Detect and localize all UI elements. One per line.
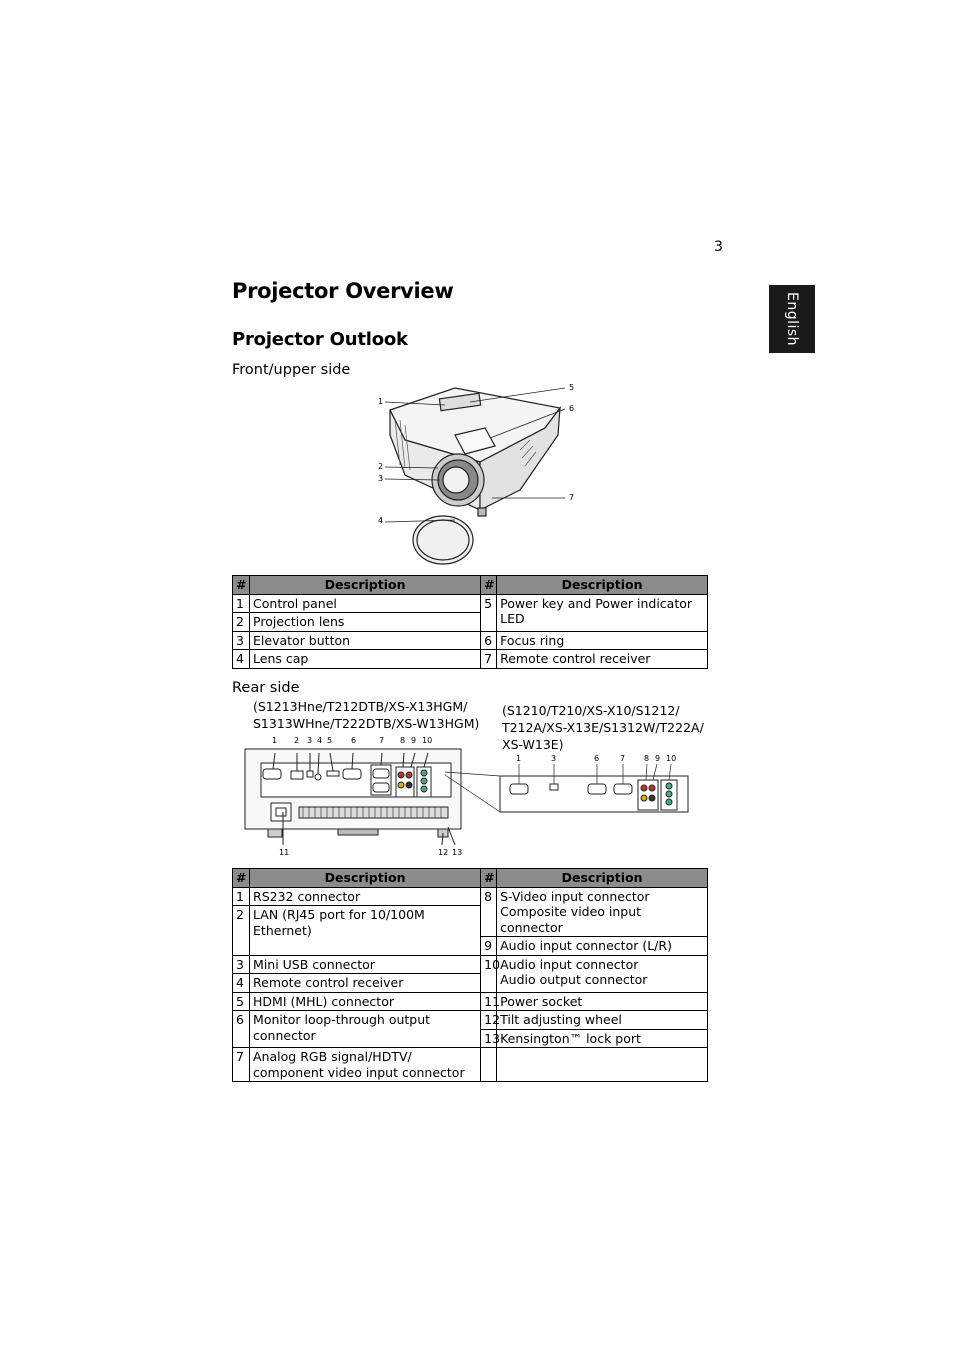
table-row (233, 992, 708, 1011)
variant-callout-1: 1 (516, 754, 522, 763)
item-desc-line: Composite video input connector (500, 904, 642, 935)
item-desc: Projection lens (250, 613, 481, 632)
variant-callout-8: 8 (644, 754, 650, 763)
item-num: 12 (481, 1011, 497, 1030)
model-line: S1313WHne/T222DTB/XS-W13HGM) (253, 716, 480, 731)
item-num: 7 (481, 650, 497, 669)
item-num: 9 (481, 937, 497, 956)
front-callout-2: 2 (378, 462, 384, 471)
model-line: XS-W13E) (502, 737, 564, 752)
item-desc: Kensington™ lock port (497, 1029, 708, 1048)
model-line: T212A/XS-X13E/S1312W/T222A/ (502, 720, 704, 735)
table-row (233, 887, 708, 906)
rear-panel-variant-illustration (440, 760, 692, 826)
rear-parts-table (232, 868, 708, 1082)
item-num: 5 (233, 992, 250, 1011)
rear-callout-13: 13 (452, 848, 463, 857)
language-tab (769, 285, 815, 353)
item-num: 3 (233, 955, 250, 974)
item-desc: Audio input connector (L/R) (497, 937, 708, 956)
header-num: # (233, 576, 250, 595)
table-row (233, 955, 708, 974)
table-row (233, 1048, 708, 1082)
table-row (233, 631, 708, 650)
variant-callout-3: 3 (551, 754, 557, 763)
header-description: Description (250, 576, 481, 595)
front-parts-table (232, 575, 708, 669)
item-num: 2 (233, 613, 250, 632)
front-callout-7: 7 (569, 493, 575, 502)
item-num: 1 (233, 594, 250, 613)
rear-callout-10: 10 (422, 736, 433, 745)
empty-cell (481, 1048, 497, 1082)
item-num: 6 (233, 1011, 250, 1048)
item-num: 10 (481, 955, 497, 992)
rear-callout-8: 8 (400, 736, 406, 745)
variant-callout-10: 10 (666, 754, 677, 763)
item-num: 4 (233, 974, 250, 993)
item-num: 2 (233, 906, 250, 956)
item-desc: Analog RGB signal/HDTV/ component video input connector (250, 1048, 481, 1082)
item-num: 5 (481, 594, 497, 631)
item-desc: Tilt adjusting wheel (497, 1011, 708, 1030)
rear-callout-9: 9 (411, 736, 417, 745)
table-row (233, 650, 708, 669)
item-desc: Monitor loop-through output connector (250, 1011, 481, 1048)
item-desc-line: Audio output connector (500, 972, 648, 987)
front-callout-3: 3 (378, 474, 384, 483)
page-title: Projector Overview (232, 279, 454, 303)
variant-callout-7: 7 (620, 754, 626, 763)
models-right (502, 702, 704, 753)
rear-callout-2: 2 (294, 736, 300, 745)
item-desc: RS232 connector (250, 887, 481, 906)
table-header-row (233, 576, 708, 595)
item-num: 8 (481, 887, 497, 937)
item-desc: Power key and Power indicator LED (497, 594, 708, 631)
item-num: 1 (233, 887, 250, 906)
item-num: 3 (233, 631, 250, 650)
item-desc-line: Audio input connector (500, 956, 639, 972)
table-row (233, 1011, 708, 1030)
item-desc: HDMI (MHL) connector (250, 992, 481, 1011)
section-title: Projector Outlook (232, 329, 408, 350)
rear-callout-4: 4 (317, 736, 323, 745)
item-num: 6 (481, 631, 497, 650)
item-desc: Power socket (497, 992, 708, 1011)
item-desc: Lens cap (250, 650, 481, 669)
header-description: Description (250, 869, 481, 888)
rear-callout-7: 7 (379, 736, 385, 745)
front-callout-5: 5 (569, 383, 575, 392)
item-num: 4 (233, 650, 250, 669)
front-callout-1: 1 (378, 397, 384, 406)
variant-callout-9: 9 (655, 754, 661, 763)
table-header-row (233, 869, 708, 888)
page-number: 3 (714, 239, 723, 255)
rear-callout-1: 1 (272, 736, 278, 745)
rear-callout-5: 5 (327, 736, 333, 745)
header-description: Description (497, 869, 708, 888)
rear-side-heading: Rear side (232, 680, 300, 696)
rear-callout-3: 3 (307, 736, 313, 745)
item-desc (497, 887, 708, 937)
item-desc: LAN (RJ45 port for 10/100M Ethernet) (250, 906, 481, 956)
variant-callout-6: 6 (594, 754, 600, 763)
empty-cell (497, 1048, 708, 1082)
item-num: 7 (233, 1048, 250, 1082)
front-callout-4: 4 (378, 516, 384, 525)
item-desc: Remote control receiver (250, 974, 481, 993)
item-desc: Remote control receiver (497, 650, 708, 669)
model-line: (S1213Hne/T212DTB/XS-X13HGM/ (253, 699, 468, 714)
header-description: Description (497, 576, 708, 595)
rear-callout-11: 11 (279, 848, 290, 857)
models-left (253, 698, 479, 732)
header-num: # (481, 576, 497, 595)
item-desc (497, 955, 708, 992)
header-num: # (481, 869, 497, 888)
model-line: (S1210/T210/XS-X10/S1212/ (502, 703, 680, 718)
projector-rear-illustration (243, 745, 465, 845)
item-desc-line: S-Video input connector (500, 888, 650, 904)
table-row (233, 594, 708, 613)
item-desc: Focus ring (497, 631, 708, 650)
item-num: 11 (481, 992, 497, 1011)
header-num: # (233, 869, 250, 888)
rear-callout-12: 12 (438, 848, 449, 857)
item-num: 13 (481, 1029, 497, 1048)
language-tab-label: English (784, 291, 800, 347)
item-desc: Control panel (250, 594, 481, 613)
item-desc: Mini USB connector (250, 955, 481, 974)
item-desc: Elevator button (250, 631, 481, 650)
front-callout-6: 6 (569, 404, 575, 413)
front-side-heading: Front/upper side (232, 362, 351, 378)
rear-callout-6: 6 (351, 736, 357, 745)
projector-front-illustration (370, 380, 585, 570)
